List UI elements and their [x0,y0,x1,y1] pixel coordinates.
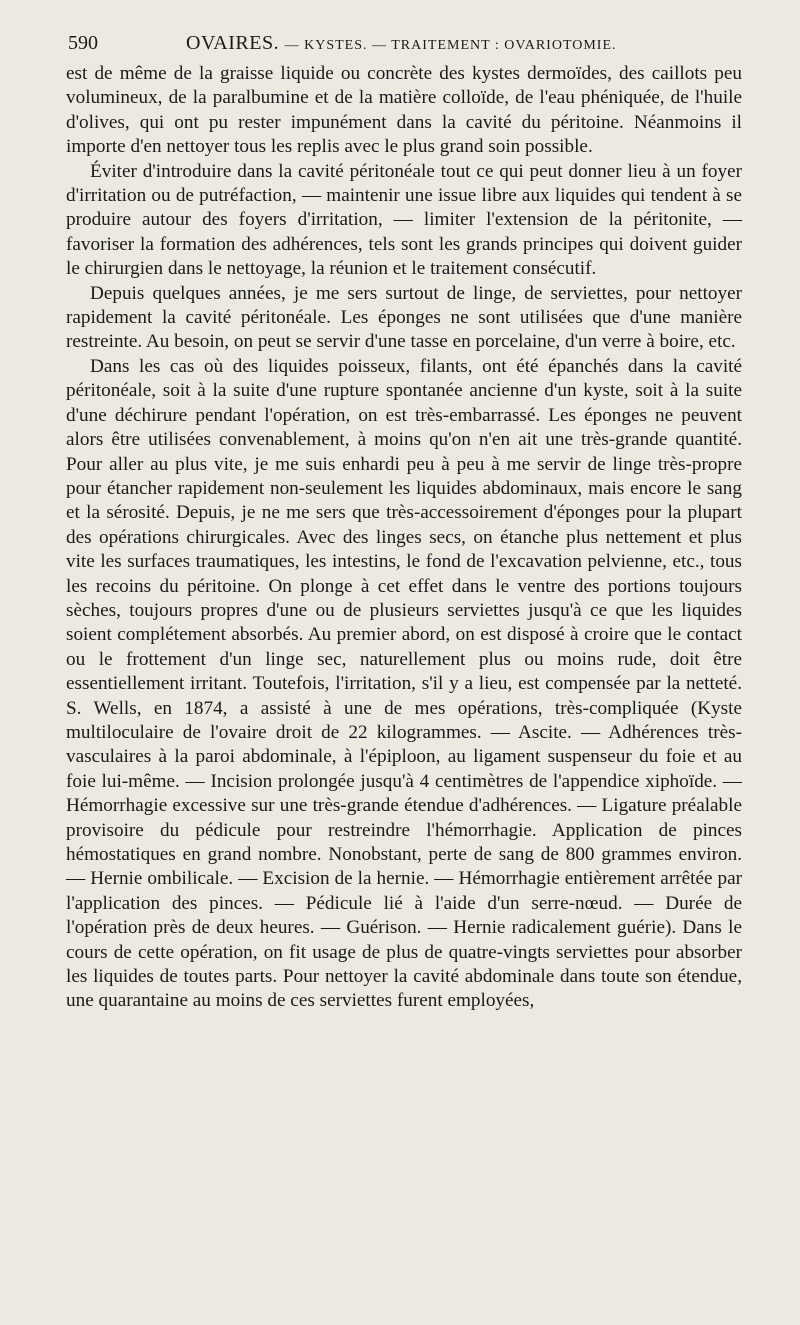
paragraph-4: Dans les cas où des liquides poisseux, filants, ont été épanchés dans la cavité péritonéale, soit à la suite d'une rupture spontanée ancienne d'un kyste, soit à la suite d'une déchirure pendant l'opération, on est très-embarrassé. Les éponges ne peuvent alors être utilisées convenablement, à moins qu'on n'en ait une très-grande quantité. Pour aller au plus vite, je me suis enhardi peu à peu à me servir de linge très-propre pour étancher rapidement non-seulement les liquides abdominaux, mais encore le sang et la sérosité. Depuis, je ne me sers que très-accessoirement d'éponges pour la plupart des opérations chirurgicales. Avec des linges secs, on étanche plus nettement et plus vite les surfaces traumatiques, les intestins, le fond de l'excavation pelvienne, etc., tous les recoins du péritoine. On plonge à cet effet dans le ventre des portions toujours sèches, toujours propres d'une ou de plusieurs serviettes jusqu'à ce que les liquides soient complétement absorbés. Au premier abord, on est disposé à croire que le contact ou le frottement d'un linge sec, naturellement plus ou moins rude, doit être essentiellement irritant. Toutefois, l'irritation, s'il y a lieu, est compensée par la netteté. S. Wells, en 1874, a assisté à une de mes opérations, très-compliquée (Kyste multiloculaire de l'ovaire droit de 22 kilogrammes. — Ascite. — Adhérences très-vasculaires à la paroi abdominale, à l'épiploon, au ligament suspenseur du foie et au foie lui-même. — Incision prolongée jusqu'à 4 centimètres de l'appendice xiphoïde. — Hémorrhagie excessive sur une très-grande étendue d'adhérences. — Ligature préalable provisoire du pédicule pour restreindre l'hémorrhagie. Application de pinces hémostatiques en grand nombre. Nonobstant, perte de sang de 800 grammes environ. — Hernie ombilicale. — Excision de la hernie. — Hémorrhagie entièrement arrêtée par l'application des pinces. — Pédicule lié à l'aide d'un serre-nœud. — Durée de l'opération près de deux heures. — Guérison. — Hernie radicalement guérie). Dans le cours de cette opération, on fit usage de plus de quatre-vingts serviettes pour absorber les liquides de toutes parts. Pour nettoyer la cavité abdominale dans toute son étendue, une quarantaine au moins de ces serviettes furent employées, [66,355,742,1012]
paragraph-2: Éviter d'introduire dans la cavité péritonéale tout ce qui peut donner lieu à un foyer d'irritation ou de putréfaction, — maintenir une issue libre aux liquides qui tendent à se produire autour des foyers d'irritation, — limiter l'extension de la péritonite, — favoriser la formation des adhérences, tels sont les grands principes qui doivent guider le chirurgien dans le nettoyage, la réunion et le traitement consécutif. [66,160,742,280]
running-head [186,32,617,55]
running-head-title: OVAIRES. [186,32,280,54]
paragraph-1: est de même de la graisse liquide ou concrète des kystes dermoïdes, des caillots peu volumineux, de la paralbumine et de la matière colloïde, de l'eau phéniquée, de l'huile d'olives, qui ont pu rester impunément dans la cavité du péritoine. Néanmoins il importe d'en nettoyer tous les replis avec le plus grand soin possible. [66,63,742,158]
running-head-subtitle: — KYSTES. — TRAITEMENT : OVARIOTOMIE. [284,38,617,53]
paragraph-3: Depuis quelques années, je me sers surtout de linge, de serviettes, pour nettoyer rapidement la cavité péritonéale. Les éponges ne sont utilisées que d'une manière restreinte. Au besoin, on peut se servir d'une tasse en porcelaine, d'un verre à boire, etc. [66,282,742,353]
page-header [68,32,740,58]
page-number: 590 [68,32,98,54]
body-text [66,62,742,1014]
